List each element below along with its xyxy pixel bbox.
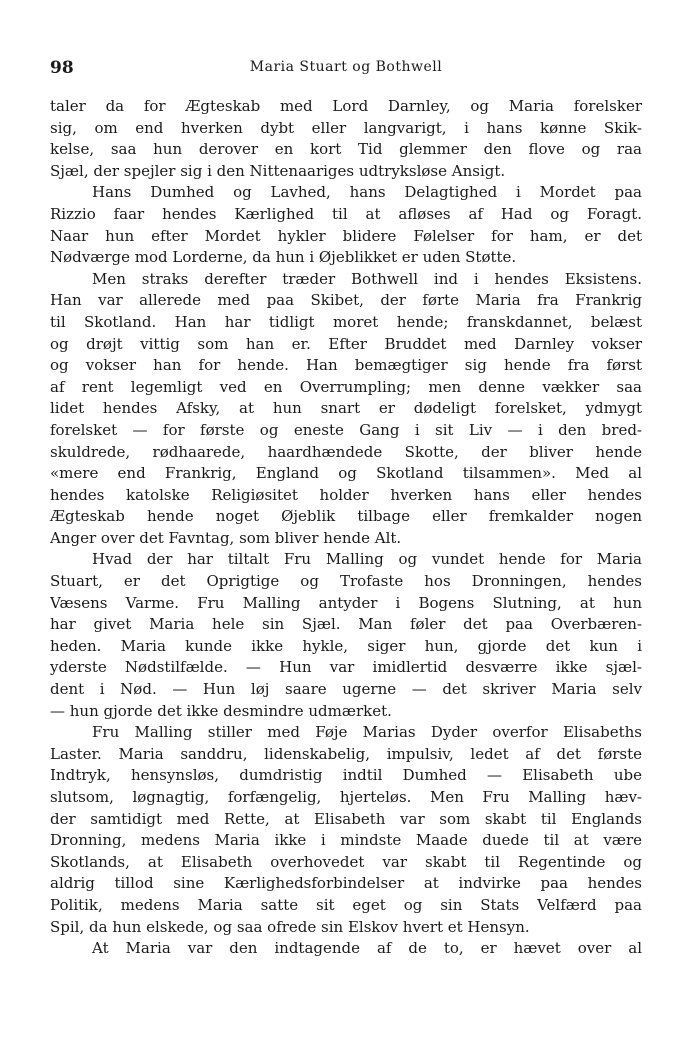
text-line: At Maria var den indtagende af de to, er hævet over al — [92, 939, 642, 958]
text-line: dent i Nød. — Hun løj saare ugerne — det skriver Maria selv — [50, 680, 642, 699]
text-line: kelse, saa hun derover en kort Tid glemmer den flove og raa — [50, 140, 642, 159]
text-line: Hans Dumhed og Lavhed, hans Delagtighed i Mordet paa — [92, 183, 642, 202]
text-line: og vokser han for hende. Han bemægtiger sig hende fra først — [50, 356, 642, 375]
text-line: skuldrede, rødhaarede, haardhændede Skotte, der bliver hende — [50, 442, 642, 461]
text-line: Sjæl, der spejler sig i den Nittenaariges udtryksløse Ansigt. — [50, 161, 506, 180]
text-line: sig, om end hverken dybt eller langvarigt, i hans kønne Skik- — [50, 118, 642, 137]
text-line: Han var allerede med paa Skibet, der førte Maria fra Frankrig — [50, 291, 642, 310]
text-line: Anger over det Favntag, som bliver hende Alt. — [50, 528, 402, 547]
text-line: «mere end Frankrig, England og Skotland tilsammen». Med al — [50, 464, 642, 483]
text-line: og drøjt vittig som han er. Efter Bruddet med Darnley vokser — [50, 334, 642, 353]
text-line: Skotlands, at Elisabeth overhovedet var skabt til Regentinde og — [50, 852, 642, 871]
text-line: Rizzio faar hendes Kærlighed til at afløses af Had og Foragt. — [50, 204, 642, 223]
text-line: Stuart, er det Oprigtige og Trofaste hos Dronningen, hendes — [50, 572, 642, 591]
text-line: Men straks derefter træder Bothwell ind i hendes Eksistens. — [92, 269, 642, 288]
body-text — [50, 96, 642, 960]
running-head — [50, 58, 642, 80]
text-line: forelsket — for første og eneste Gang i sit Liv — i den bred- — [50, 420, 642, 439]
text-line: hendes katolske Religiøsitet holder hverken hans eller hendes — [50, 485, 642, 504]
text-line: har givet Maria hele sin Sjæl. Man føler det paa Overbæren- — [50, 615, 642, 634]
page-number: 98 — [50, 58, 74, 78]
text-line: Nødværge mod Lorderne, da hun i Øjeblikket er uden Støtte. — [50, 248, 517, 267]
text-line: Væsens Varme. Fru Malling antyder i Bogens Slutning, at hun — [50, 593, 642, 612]
running-title: Maria Stuart og Bothwell — [249, 59, 443, 75]
text-line: lidet hendes Afsky, at hun snart er dødeligt forelsket, ydmygt — [50, 399, 642, 418]
text-line: yderste Nødstilfælde. — Hun var imidlertid desværre ikke sjæl- — [50, 658, 642, 677]
text-line: Indtryk, hensynsløs, dumdristig indtil Dumhed — Elisabeth ube — [50, 766, 642, 785]
text-line: heden. Maria kunde ikke hykle, siger hun, gjorde det kun i — [50, 636, 642, 655]
text-line: slutsom, løgnagtig, forfængelig, hjerteløs. Men Fru Malling hæv- — [50, 788, 642, 806]
text-line: taler da for Ægteskab med Lord Darnley, og Maria forelsker — [50, 97, 642, 115]
text-line: der samtidigt med Rette, at Elisabeth var som skabt til Englands — [50, 809, 642, 828]
text-line: til Skotland. Han har tidligt moret hende; franskdannet, belæst — [50, 312, 642, 331]
text-line: Spil, da hun elskede, og saa ofrede sin Elskov hvert et Hensyn. — [50, 917, 530, 936]
text-line: af rent legemligt ved en Overrumpling; men denne vækker saa — [50, 377, 642, 396]
text-line: Politik, medens Maria satte sit eget og sin Stats Velfærd paa — [50, 895, 642, 914]
text-line: Dronning, medens Maria ikke i mindste Maade duede til at være — [50, 831, 642, 850]
text-line: aldrig tillod sine Kærlighedsforbindelser at indvirke paa hendes — [50, 874, 642, 893]
text-line: Naar hun efter Mordet hykler blidere Følelser for ham, er det — [50, 226, 642, 245]
text-line: Hvad der har tiltalt Fru Malling og vundet hende for Maria — [92, 550, 642, 569]
text-line: Fru Malling stiller med Føje Marias Dyder overfor Elisabeths — [92, 723, 642, 742]
text-line: Ægteskab hende noget Øjeblik tilbage eller fremkalder nogen — [50, 507, 642, 526]
text-line: — hun gjorde det ikke desmindre udmærket. — [50, 701, 392, 720]
text-line: Laster. Maria sanddru, lidenskabelig, impulsiv, ledet af det første — [50, 744, 642, 763]
